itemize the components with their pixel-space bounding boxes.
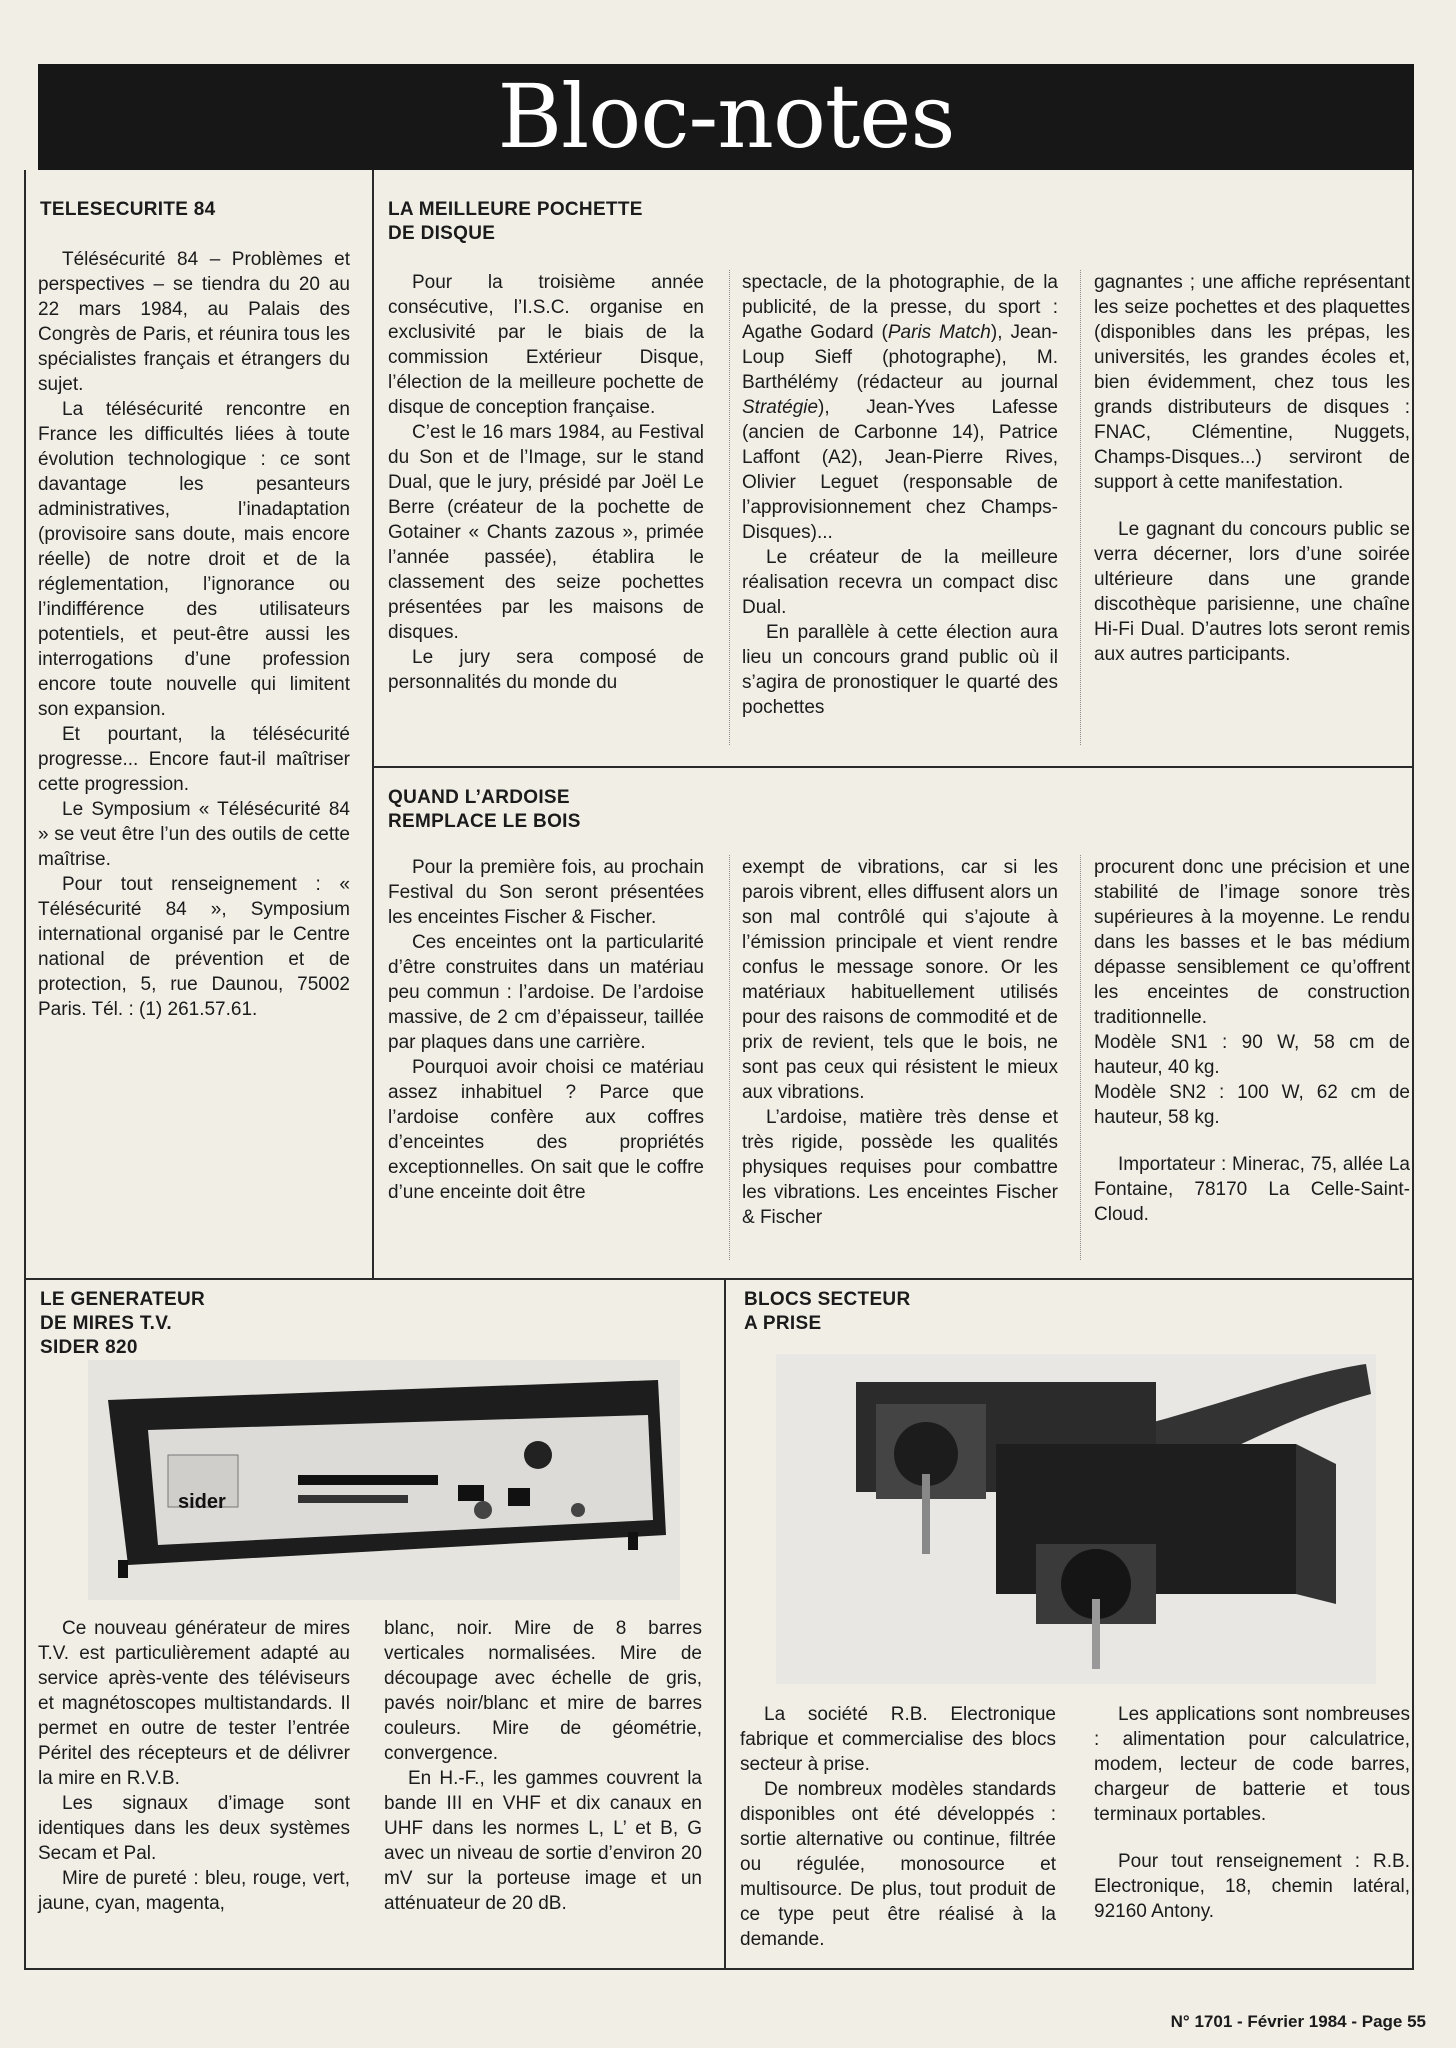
masthead-banner xyxy=(38,64,1414,170)
blocs-headline: BLOCS SECTEUR A PRISE xyxy=(744,1289,911,1334)
paragraph: En parallèle à cette élection aura lieu un concours grand public où il s’agira de pronostiquer le quarté des pochettes xyxy=(742,622,1058,718)
pin xyxy=(1092,1599,1100,1669)
divider-pochette-ardoise xyxy=(372,766,1414,768)
divider-left-column xyxy=(372,170,374,1278)
knob-icon xyxy=(571,1503,585,1517)
paragraph: gagnantes ; une affiche représentant les seize pochettes et des plaquettes (disponibles dans les prépas, les universités, les grandes écoles et, bien évidemment, chez tous les grands distributeurs de disques : FNAC, Clémentine, Nuggets, Champs-Disques...) serviront de support à cette manifestation. xyxy=(1094,272,1410,493)
telesecurite-body xyxy=(38,247,350,1022)
model-sn1: Modèle SN1 : 90 W, 58 cm de hauteur, 40 kg. xyxy=(1094,1032,1410,1078)
model-sn2: Modèle SN2 : 100 W, 62 cm de hauteur, 58 kg. xyxy=(1094,1082,1410,1128)
paragraph: Le créateur de la meilleure réalisation recevra un compact disc Dual. xyxy=(742,547,1058,618)
paragraph: Le gagnant du concours public se verra décerner, lors d’une soirée ultérieure dans une grande discothèque parisienne, une chaîne Hi-Fi Dual. D’autres lots seront remis aux autres participants. xyxy=(1094,519,1410,665)
importer: Importateur : Minerac, 75, allée La Fontaine, 78170 La Celle-Saint-Cloud. xyxy=(1094,1154,1410,1225)
paragraph: En H.-F., les gammes couvrent la bande III en VHF et dix canaux en UHF dans les normes L, L’ et B, G avec un niveau de sortie d’environ 20 mV sur la porteuse image et un atténuateur de 20 dB. xyxy=(384,1768,702,1914)
paragraph: Pour la première fois, au prochain Festival du Son seront présentées les enceintes Fischer & Fischer. xyxy=(388,857,704,928)
paragraph: Le jury sera composé de personnalités du monde du xyxy=(388,647,704,693)
column-rule xyxy=(1080,855,1081,1260)
paragraph: spectacle, de la photographie, de la publicité, de la presse, du sport : Agathe Godard (Paris Match), Jean-Loup Sieff (photographe), M. Barthélémy (rédacteur au journal Stratégie), Jean-Yves Lafesse (ancien de Carbonne 14), Patrice Laffont (A2), Jean-Pierre Rives, Olivier Leguet (responsable de l’approvisionnement chez Champs-Disques)... xyxy=(742,272,1058,543)
blocs-column-2 xyxy=(1094,1702,1410,1924)
divider-bottom-section xyxy=(24,1278,1414,1280)
paragraph: La télésécurité rencontre en France les difficultés liées à toute évolution technologique : ce sont davantage les pesanteurs administratives, l’inadaptation (provisoire sans doute, mais encore réelle) de notre droit et de la réglementation, l’ignorance ou l’indifférence des utilisateurs potentiels, et peut-être aussi les interrogations d’une profession encore toute nouvelle qui limitent son expansion. xyxy=(38,399,350,720)
paragraph: Télésécurité 84 – Problèmes et perspectives – se tiendra du 20 au 22 mars 1984, au Palais des Congrès de Paris, et réunira tous les spécialistes français et étrangers du sujet. xyxy=(38,249,350,395)
paragraph: Ce nouveau générateur de mires T.V. est particulièrement adapté au service après-vente des téléviseurs et magnétoscopes multistandards. Il permet en outre de tester l’entrée Péritel des récepteurs et de délivrer la mire en R.V.B. xyxy=(38,1618,350,1789)
pochette-column-3 xyxy=(1094,270,1410,667)
paragraph: procurent donc une précision et une stabilité de l’image sonore très supérieures à la moyenne. Le rendu dans les basses et le bas médium dépasse sensiblement ce qu’offrent les enceintes de construction traditionnelle. xyxy=(1094,857,1410,1028)
column-rule xyxy=(1080,270,1081,745)
ardoise-column-2 xyxy=(742,855,1058,1230)
paragraph: Pourquoi avoir choisi ce matériau assez inhabituel ? Parce que l’ardoise confère aux coffres d’enceintes des propriétés exceptionnelles. On sait que le coffre d’une enceinte doit être xyxy=(388,1057,704,1203)
generateur-column-1 xyxy=(38,1616,350,1916)
paragraph: Les applications sont nombreuses : alimentation pour calculatrice, modem, lecteur de code barres, chargeur de batterie et tous terminaux portables. xyxy=(1094,1704,1410,1825)
device-brand-label: sider xyxy=(178,1491,226,1513)
generateur-headline: LE GENERATEUR DE MIRES T.V. SIDER 820 xyxy=(40,1289,206,1358)
paragraph: De nombreux modèles standards disponibles ont été développés : sortie alternative ou continue, filtrée ou régulée, monosource et multisource. De plus, tout produit de ce type peut être réalisé à la demande. xyxy=(740,1779,1056,1950)
paragraph: exempt de vibrations, car si les parois vibrent, elles diffusent alors un son mal contrôlé qui s’ajoute à l’émission principale et vient rendre confus le message sonore. Or les matériaux habituellement utilisés pour des raisons de commodité et de prix de revient, tels que le bois, ne sont pas ceux qui résistent le mieux aux vibrations. xyxy=(742,857,1058,1103)
pochette-column-2 xyxy=(742,270,1058,720)
power-adapters-image xyxy=(776,1354,1376,1684)
power-adapter-photo xyxy=(776,1354,1376,1684)
page-footer: N° 1701 - Février 1984 - Page 55 xyxy=(1170,2012,1426,2031)
pochette-column-1 xyxy=(388,270,704,695)
sider-generator-photo xyxy=(88,1360,680,1600)
telesecurite-headline: TELESECURITE 84 xyxy=(40,199,216,220)
paragraph: Pour tout renseignement : R.B. Electronique, 18, chemin latéral, 92160 Antony. xyxy=(1094,1851,1410,1922)
pin xyxy=(922,1474,930,1554)
paragraph: Et pourtant, la télésécurité progresse... Encore faut-il maîtriser cette progression. xyxy=(38,724,350,795)
paragraph: Le Symposium « Télésécurité 84 » se veut être l’un des outils de cette maîtrise. xyxy=(38,799,350,870)
blocs-column-1 xyxy=(740,1702,1056,1952)
column-rule xyxy=(729,855,730,1260)
ardoise-headline: QUAND L’ARDOISE REMPLACE LE BOIS xyxy=(388,787,581,832)
paragraph: blanc, noir. Mire de 8 barres verticales normalisées. Mire de découpage avec échelle de gris, pavés noir/blanc et mire de barres couleurs. Mire de géométrie, convergence. xyxy=(384,1618,702,1764)
ardoise-column-3 xyxy=(1094,855,1410,1227)
ardoise-column-1 xyxy=(388,855,704,1205)
knob-icon xyxy=(474,1501,492,1519)
paragraph: Pour la troisième année consécutive, l’I.S.C. organise en exclusivité par le biais de la commission Extérieur Disque, l’élection de la meilleure pochette de disque de conception française. xyxy=(388,272,704,418)
masthead-title: Bloc-notes xyxy=(497,65,955,168)
paragraph: Pour tout renseignement : « Télésécurité 84 », Symposium international organisé par le Centre national de prévention et de protection, 5, rue Daunou, 75002 Paris. Tél. : (1) 261.57.61. xyxy=(38,874,350,1020)
paragraph: C’est le 16 mars 1984, au Festival du Son et de l’Image, sur le stand Dual, que le jury, présidé par Joël Le Berre (créateur de la pochette de Gotainer « Chants zazous », primée l’année passée), établira le classement des seize pochettes présentées par les maisons de disques. xyxy=(388,422,704,643)
paragraph: Les signaux d’image sont identiques dans les deux systèmes Secam et Pal. xyxy=(38,1793,350,1864)
tv-pattern-generator-image xyxy=(88,1360,680,1600)
paragraph: La société R.B. Electronique fabrique et commercialise des blocs secteur à prise. xyxy=(740,1704,1056,1775)
column-rule xyxy=(729,270,730,745)
knob-icon xyxy=(524,1441,552,1469)
paragraph: L’ardoise, matière très dense et très rigide, possède les qualités physiques requises pour combattre les vibrations. Les enceintes Fischer & Fischer xyxy=(742,1107,1058,1228)
generateur-column-2 xyxy=(384,1616,702,1916)
paragraph: Mire de pureté : bleu, rouge, vert, jaune, cyan, magenta, xyxy=(38,1868,350,1914)
divider-bottom-columns xyxy=(724,1278,726,1970)
paragraph: Ces enceintes ont la particularité d’être construites dans un matériau peu commun : l’ardoise. De l’ardoise massive, de 2 cm d’épaisseur, taillée par plaques dans une carrière. xyxy=(388,932,704,1053)
pochette-headline: LA MEILLEURE POCHETTE DE DISQUE xyxy=(388,199,643,244)
